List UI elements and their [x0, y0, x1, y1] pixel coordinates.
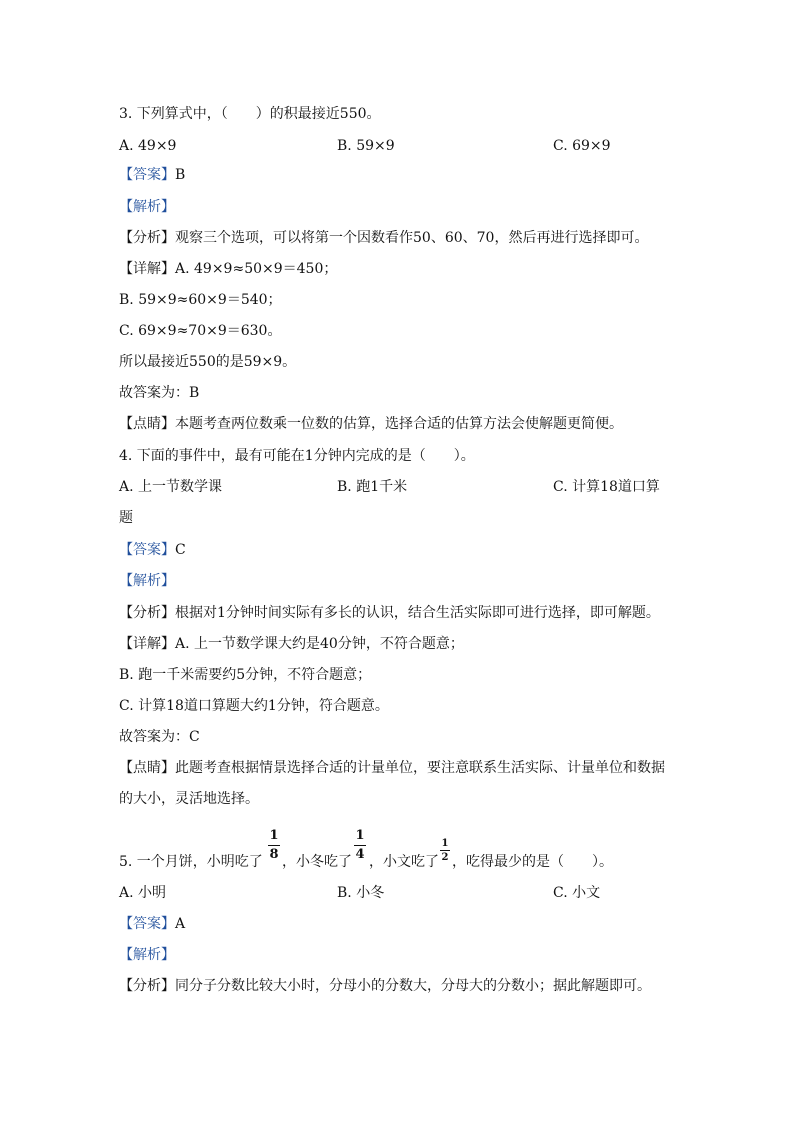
analysis-tag: 【解析】 [119, 199, 175, 215]
q4-dianjing-text-1: 此题考查根据情景选择合适的计量单位，要注意联系生活实际、计量单位和数据 [175, 760, 665, 776]
answer-tag: 【答案】 [119, 916, 175, 932]
analysis-tag: 【解析】 [119, 947, 175, 963]
q5-fraction-3 [440, 838, 450, 863]
q4-xiangjie-2: B. 跑一千米需要约5分钟，不符合题意； [119, 667, 372, 683]
answer-tag: 【答案】 [119, 542, 175, 558]
q4-dianjing [119, 758, 665, 778]
q4-final: 故答案为：C [119, 729, 200, 745]
q3-final: 故答案为：B [119, 385, 200, 401]
q4-fenxi-text: 根据对1分钟时间实际有多长的认识，结合生活实际即可进行选择，即可解题。 [175, 605, 660, 621]
q4-xiangjie-1: A. 上一节数学课大约是40分钟，不符合题意； [175, 636, 464, 652]
q4-stem: 4. 下面的事件中，最有可能在1分钟内完成的是（ ）。 [119, 448, 475, 464]
q3-stem: 3. 下列算式中，（ ）的积最接近550。 [119, 106, 381, 122]
fenxi-tag: 【分析】 [119, 978, 175, 994]
q4-analysis-tag [119, 571, 175, 591]
q5-fraction-1 [268, 828, 280, 863]
q3-option-b: B. 59×9 [337, 138, 395, 154]
q5-stem-a: 5. 一个月饼，小明吃了 [119, 854, 263, 870]
fraction-numerator: 1 [269, 828, 279, 843]
xiangjie-tag: 【详解】 [119, 636, 175, 652]
q5-answer-line [119, 914, 185, 934]
q4-option-a: A. 上一节数学课 [119, 479, 223, 495]
q3-fenxi-text: 观察三个选项，可以将第一个因数看作50、60、70，然后再进行选择即可。 [175, 230, 649, 246]
fraction-denominator: 4 [355, 847, 365, 862]
q3-answer: B [175, 167, 186, 183]
fraction-bar [354, 845, 366, 846]
q5-stem-b: ，小冬吃了 [282, 854, 352, 870]
q5-answer: A [175, 916, 186, 932]
q4-option-c-wrap: 题 [119, 510, 133, 526]
fraction-bar [268, 845, 280, 846]
q5-option-b: B. 小冬 [337, 885, 385, 901]
fenxi-tag: 【分析】 [119, 230, 175, 246]
q4-xiangjie-3: C. 计算18道口算题大约1分钟，符合题意。 [119, 698, 389, 714]
fraction-bar [440, 850, 450, 851]
q3-xiangjie [119, 259, 337, 279]
q4-dianjing-2: 的大小，灵活地选择。 [119, 791, 259, 807]
analysis-tag: 【解析】 [119, 573, 175, 589]
q3-analysis-tag [119, 197, 175, 217]
q3-fenxi [119, 228, 648, 248]
q5-option-a: A. 小明 [119, 885, 167, 901]
fraction-numerator: 1 [441, 838, 449, 849]
q5-stem-d: ，吃得最少的是（ ）。 [452, 854, 613, 870]
q4-option-c: C. 计算18道口算 [553, 479, 660, 495]
q4-answer: C [175, 542, 186, 558]
xiangjie-tag: 【详解】 [119, 261, 175, 277]
q3-option-c: C. 69×9 [553, 138, 611, 154]
q3-xiangjie-1: A. 49×9≈50×9＝450； [175, 261, 338, 277]
q5-analysis-tag [119, 945, 175, 965]
q5-fenxi-text: 同分子分数比较大小时，分母小的分数大，分母大的分数小；据此解题即可。 [175, 978, 651, 994]
q3-answer-line [119, 165, 185, 185]
fraction-denominator: 2 [441, 852, 449, 863]
q5-fenxi [119, 976, 651, 996]
q5-stem-c: ，小文吃了 [369, 854, 439, 870]
q4-xiangjie [119, 634, 464, 654]
q3-xiangjie-2: B. 59×9≈60×9＝540； [119, 292, 282, 308]
q3-dianjing-text: 本题考查两位数乘一位数的估算，选择合适的估算方法会使解题更简便。 [175, 416, 623, 432]
q4-answer-line [119, 540, 186, 560]
q3-dianjing [119, 414, 623, 434]
dianjing-tag: 【点睛】 [119, 416, 175, 432]
q5-option-c: C. 小文 [553, 885, 601, 901]
q3-conclusion: 所以最接近550的是59×9。 [119, 354, 297, 370]
q5-fraction-2 [354, 828, 366, 863]
q4-fenxi [119, 603, 660, 623]
q3-option-a: A. 49×9 [119, 138, 177, 154]
fenxi-tag: 【分析】 [119, 605, 175, 621]
fraction-numerator: 1 [355, 828, 365, 843]
q3-xiangjie-3: C. 69×9≈70×9＝630。 [119, 323, 282, 339]
q4-option-b: B. 跑1千米 [337, 479, 408, 495]
dianjing-tag: 【点睛】 [119, 760, 175, 776]
answer-tag: 【答案】 [119, 167, 175, 183]
fraction-denominator: 8 [269, 847, 279, 862]
